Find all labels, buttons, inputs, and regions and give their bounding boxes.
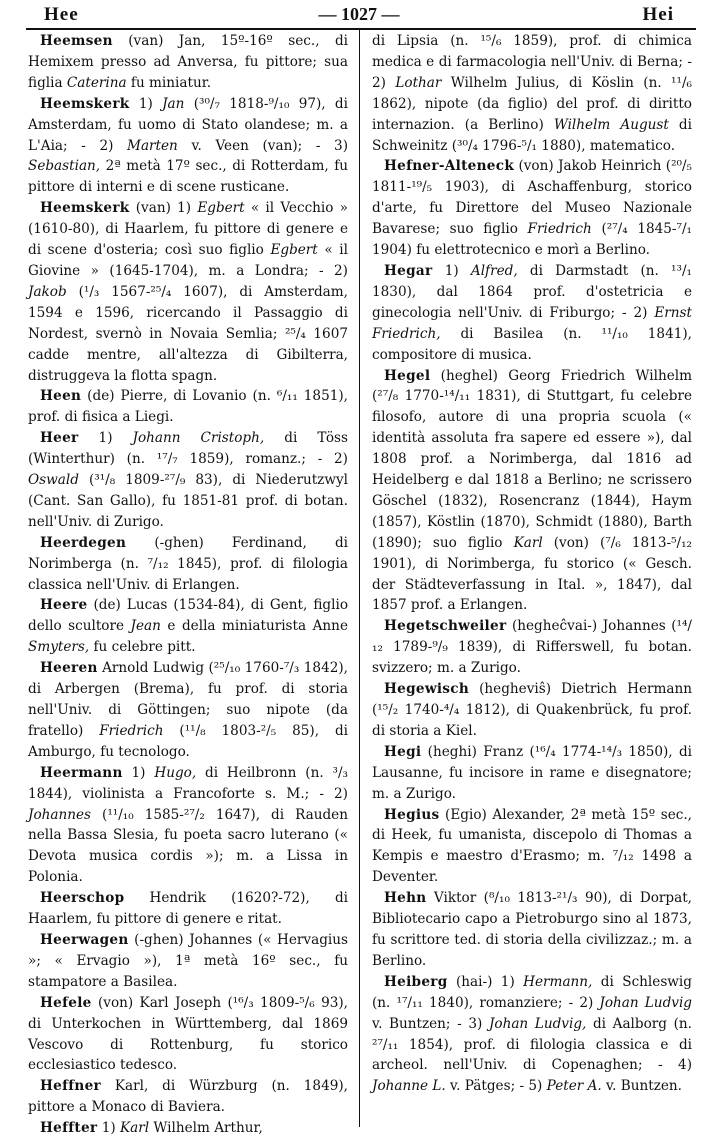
entry-text: di Schweinitz (³⁰/₄ 1796-⁵/₁ 1880), matematico.	[372, 116, 692, 154]
dictionary-entry	[28, 930, 348, 993]
entry-text: v. Buntzen; - 3)	[372, 1015, 489, 1032]
dictionary-entry	[28, 31, 348, 94]
entry-headword: Hehn	[384, 890, 427, 907]
entry-headword: Heen	[40, 388, 82, 405]
entry-italic-name: Wilhelm August	[553, 116, 669, 133]
dictionary-entry	[372, 156, 692, 261]
entry-text: 1)	[78, 430, 133, 447]
entry-text: (heghi) Franz (¹⁶/₄ 1774-¹⁴/₃ 1850), di Lausanne, fu incisore in rame e disegnatore; m. a Zurigo.	[372, 743, 692, 802]
entry-text: (de) Pierre, di Lovanio (n. ⁶/₁₁ 1851), prof. di fisica a Liegi.	[28, 388, 348, 426]
entry-italic-name: Hugo,	[154, 764, 197, 781]
dictionary-entry	[372, 261, 692, 366]
dictionary-entry	[28, 658, 348, 763]
page-number: — 1027 —	[318, 4, 400, 24]
running-head-right: Hei	[642, 4, 674, 25]
entry-text: (de) Lucas (1534-84), di Gent, figlio dello scultore	[28, 597, 348, 635]
entry-text: (-ghen) Ferdinand, di Norimberga (n. ⁷/₁₂ 1845), prof. di filologia classica nell'Univ. di Erlangen.	[28, 534, 348, 593]
dictionary-entry	[28, 94, 348, 199]
running-head-left: Hee	[44, 4, 79, 25]
entry-headword: Heffner	[40, 1078, 101, 1095]
entry-headword: Heerwagen	[40, 931, 129, 948]
entry-headword: Heiberg	[384, 973, 448, 990]
entry-italic-name: Smyters,	[28, 639, 90, 656]
entry-italic-name: Johannes	[28, 806, 92, 823]
dictionary-entry	[28, 386, 348, 428]
entry-headword: Hegar	[384, 262, 433, 279]
entry-italic-name: Johann Cristoph,	[132, 430, 265, 447]
entry-italic-name: Lothar	[395, 74, 442, 91]
dictionary-entry	[28, 533, 348, 596]
entry-italic-name: Alfred,	[470, 262, 518, 279]
entry-italic-name: Hermann,	[523, 973, 593, 990]
right-column	[372, 31, 692, 1097]
entry-text: Hendrik (1620?-72), di Haarlem, fu pittore di genere e ritat.	[28, 890, 348, 928]
dictionary-entry	[372, 366, 692, 617]
entry-italic-name: Johan Ludvig,	[488, 1015, 587, 1032]
entry-text: (hai-) 1)	[447, 973, 524, 990]
entry-italic-name: Johan Ludvig	[599, 994, 692, 1011]
entry-text: Wilhelm Julius, di Köslin (n. ¹¹/₆ 1862), nipote (da figlio) del prof. di diritto internazion. (a Berlino)	[372, 74, 692, 133]
dictionary-entry	[28, 763, 348, 888]
entry-text: (-ghen) Johannes (« Hervagius »; « Ervagio »), 1ª metà 16º sec., fu stampatore a Basilea.	[28, 931, 348, 990]
entry-text: Wilhelm Arthur,	[149, 1120, 263, 1137]
dictionary-entry	[28, 888, 348, 930]
dictionary-entry	[372, 616, 692, 679]
entry-text: (¹¹/₁₀ 1585-²⁷/₂ 1647), di Rauden nella Bassa Slesia, fu poeta sacro luterano (« Devota musica cordis »); m. a Lissa in Polonia.	[28, 806, 348, 886]
entry-text: « il Vecchio » (1610-80), di Haarlem, fu pittore di genere e di scene d'osteria; così suo figlio	[28, 200, 349, 259]
entry-headword: Heermann	[40, 764, 123, 781]
entry-text: di Heilbronn (n. ³/₃ 1844), violinista a Francoforte s. M.; - 2)	[28, 764, 348, 802]
entry-italic-name: Egbert	[197, 200, 245, 217]
entry-headword: Hefner-Alteneck	[384, 158, 515, 175]
entry-text: di Basilea (n. ¹¹/₁₀ 1841), compositore di musica.	[372, 325, 692, 363]
entry-headword: Heffter	[40, 1120, 98, 1137]
entry-text: (hegheviŝ) Dietrich Hermann (¹⁵/₂ 1740-⁴/₄ 1812), di Quakenbrück, fu prof. di storia a Kiel.	[372, 681, 692, 739]
entry-text: (Egio) Alexander, 2ª metà 15º sec., di Heek, fu umanista, discepolo di Thomas a Kempis e maestro d'Erasmo; m. ⁷/₁₂ 1498 a Deventer.	[372, 806, 692, 886]
entry-italic-name: Johanne L.	[372, 1078, 446, 1095]
entry-text: (van) Jan, 15º-16º sec., di Hemixem presso ad Anversa, fu pittore; sua figlia	[28, 33, 348, 91]
entry-text: « il Giovine » (1645-1704), m. a Londra; - 2)	[28, 242, 349, 279]
entry-italic-name: Karl	[120, 1120, 150, 1137]
entry-italic-name: Jean	[130, 618, 161, 635]
entry-text: 1)	[97, 1120, 120, 1137]
entry-italic-name: Egbert	[270, 242, 318, 259]
entry-text: 1)	[129, 95, 163, 112]
dictionary-entry	[372, 888, 692, 972]
entry-text: (heghel) Georg Friedrich Wilhelm (²⁷/₈ 1770-¹⁴/₁₁ 1831), di Stuttgart, fu celebre filosofo, autore di una propria scuola (« identità assoluta fra sapere ed essere »), dal 1808 prof. a Norimberga, dal 1816 ad Heidelberg e dal 1818 a Berlino; ne scrissero Göschel (1832), Rosencranz (1844), Haym (1857), Köstlin (1870), Schmidt (1880), Barth (1890); suo figlio	[372, 367, 692, 551]
entry-text: Karl, di Würzburg (n. 1849), pittore a Monaco di Baviera.	[28, 1078, 348, 1116]
entry-text: di Schleswig (n. ¹⁷/₁₁ 1840), romanziere; - 2)	[372, 973, 692, 1011]
dictionary-entry	[372, 805, 692, 889]
entry-text: 1)	[122, 764, 155, 781]
entry-italic-name: Friedrich	[99, 722, 164, 739]
entry-text: v. Pätges; - 5)	[445, 1078, 547, 1095]
entry-headword: Hegius	[384, 806, 440, 823]
entry-text: v. Buntzen.	[601, 1078, 682, 1095]
entry-text: v. Veen (van); - 3)	[177, 137, 348, 154]
entry-text: di Lipsia (n. ¹⁵/₆ 1859), prof. di chimica medica e di farmacologia nell'Univ. di Berna; - 2)	[372, 33, 692, 91]
entry-text: 2ª metà 17º sec., di Rotterdam, fu pittore di interni e di scene rusticane.	[28, 158, 348, 196]
entry-italic-name: Peter A.	[546, 1078, 602, 1095]
left-column	[28, 31, 348, 1139]
entry-text: e della miniaturista Anne	[160, 618, 348, 635]
column-divider	[359, 30, 360, 1127]
dictionary-entry	[28, 993, 348, 1077]
entry-headword: Heemsen	[40, 33, 113, 49]
entry-italic-name: Marten	[127, 137, 178, 154]
entry-text: fu celebre pitt.	[89, 639, 196, 656]
entry-text: Viktor (⁸/₁₀ 1813-²¹/₃ 90), di Dorpat, Bibliotecario capo a Pietroburgo sino al 1873, fu scrittore ted. di storia della civilizzaz.; m. a Berlino.	[372, 890, 692, 969]
entry-text: 1)	[432, 262, 471, 279]
dictionary-entry	[372, 31, 692, 156]
page-header	[0, 4, 718, 26]
entry-headword: Hegewisch	[384, 681, 470, 698]
dictionary-entry	[28, 1118, 348, 1139]
entry-headword: Heer	[40, 430, 79, 447]
entry-text: (²⁷/₄ 1845-⁷/₁ 1904) fu elettrotecnico e morì a Berlino.	[372, 221, 692, 259]
dictionary-entry	[372, 742, 692, 805]
entry-italic-name: Caterina	[66, 74, 127, 91]
entry-text: di Aalborg (n. ²⁷/₁₁ 1854), prof. di filologia classica e di archeol. nell'Univ. di Copenaghen; - 4)	[372, 1015, 692, 1074]
entry-text: (von) Karl Joseph (¹⁶/₃ 1809-⁵/₆ 93), di Unterkochen in Württemberg, dal 1869 Vescovo di Rottenburg, fu storico ecclesiastico tedesco.	[28, 994, 348, 1074]
entry-text: fu miniatur.	[126, 74, 212, 91]
entry-italic-name: Ernst Friedrich,	[372, 304, 692, 342]
entry-headword: Hegi	[384, 743, 422, 760]
entry-text: (¹¹/₈ 1803-²/₅ 85), di Amburgo, fu tecnologo.	[28, 722, 348, 760]
entry-italic-name: Karl	[513, 534, 543, 551]
entry-headword: Heemskerk	[40, 95, 130, 112]
dictionary-entry	[28, 595, 348, 658]
dictionary-entry	[28, 428, 348, 533]
entry-text: (³⁰/₇ 1818-⁹/₁₀ 97), di Amsterdam, fu uomo di Stato olandese; m. a L'Aia; - 2)	[28, 95, 348, 154]
entry-headword: Heeren	[40, 660, 98, 677]
entry-headword: Hegetschweiler	[384, 618, 507, 635]
entry-italic-name: Jan	[162, 95, 185, 112]
entry-text: di Töss (Winterthur) (n. ¹⁷/₇ 1859), romanz.; - 2)	[28, 430, 348, 468]
entry-text: Arnold Ludwig (²⁵/₁₀ 1760-⁷/₃ 1842), di Arbergen (Brema), fu prof. di storia nell'Univ. di Göttingen; suo nipote (da fratello)	[28, 660, 348, 739]
entry-headword: Heemskerk	[40, 200, 130, 217]
entry-text: (³¹/₈ 1809-²⁷/₉ 83), di Niederutzwyl (Cant. San Gallo), fu 1851-81 prof. di botan. nell'Univ. di Zurigo.	[28, 472, 348, 530]
header-rule	[26, 28, 696, 30]
entry-italic-name: Sebastian,	[28, 158, 101, 175]
entry-headword: Heerschop	[40, 890, 125, 907]
entry-italic-name: Jakob	[28, 283, 67, 300]
entry-headword: Hegel	[384, 367, 431, 384]
entry-italic-name: Friedrich	[527, 221, 592, 238]
entry-text: (¹/₃ 1567-²⁵/₄ 1607), di Amsterdam, 1594 e 1596, ricercando il Passaggio di Nordest, svernò in Novaia Semlia; ²⁵/₄ 1607 cadde mentre, all'altezza di Gibilterra, distruggeva la flotta spagn.	[28, 283, 348, 384]
entry-text: (von) Jakob Heinrich (²⁰/₅ 1811-¹⁹/₅ 1903), di Aschaffenburg, storico d'arte, fu Direttore del Museo Nazionale Bavarese; suo figlio	[372, 158, 692, 238]
entry-text: (hegheĉvai-) Johannes (¹⁴/₁₂ 1789-⁹/₉ 1839), di Rifferswell, fu botan. svizzero; m. a Zurigo.	[372, 618, 692, 677]
entry-text: di Darmstadt (n. ¹³/₁ 1830), dal 1864 prof. d'ostetricia e ginecologia nell'Univ. di Friburgo; - 2)	[372, 262, 692, 321]
entry-text: (van) 1)	[129, 200, 198, 217]
entry-headword: Heere	[40, 597, 88, 614]
entry-italic-name: Oswald	[28, 472, 79, 489]
dictionary-entry	[28, 198, 348, 386]
dictionary-entry	[28, 1076, 348, 1118]
dictionary-entry	[372, 972, 692, 1097]
dictionary-entry	[372, 679, 692, 742]
entry-headword: Hefele	[40, 994, 92, 1011]
entry-headword: Heerdegen	[40, 534, 127, 551]
entry-text: (von) (⁷/₆ 1813-⁵/₁₂ 1901), di Norimberga, fu storico (« Gesch. der Städteverfassung in Ital. », 1847), dal 1857 prof. a Erlangen.	[372, 534, 693, 614]
